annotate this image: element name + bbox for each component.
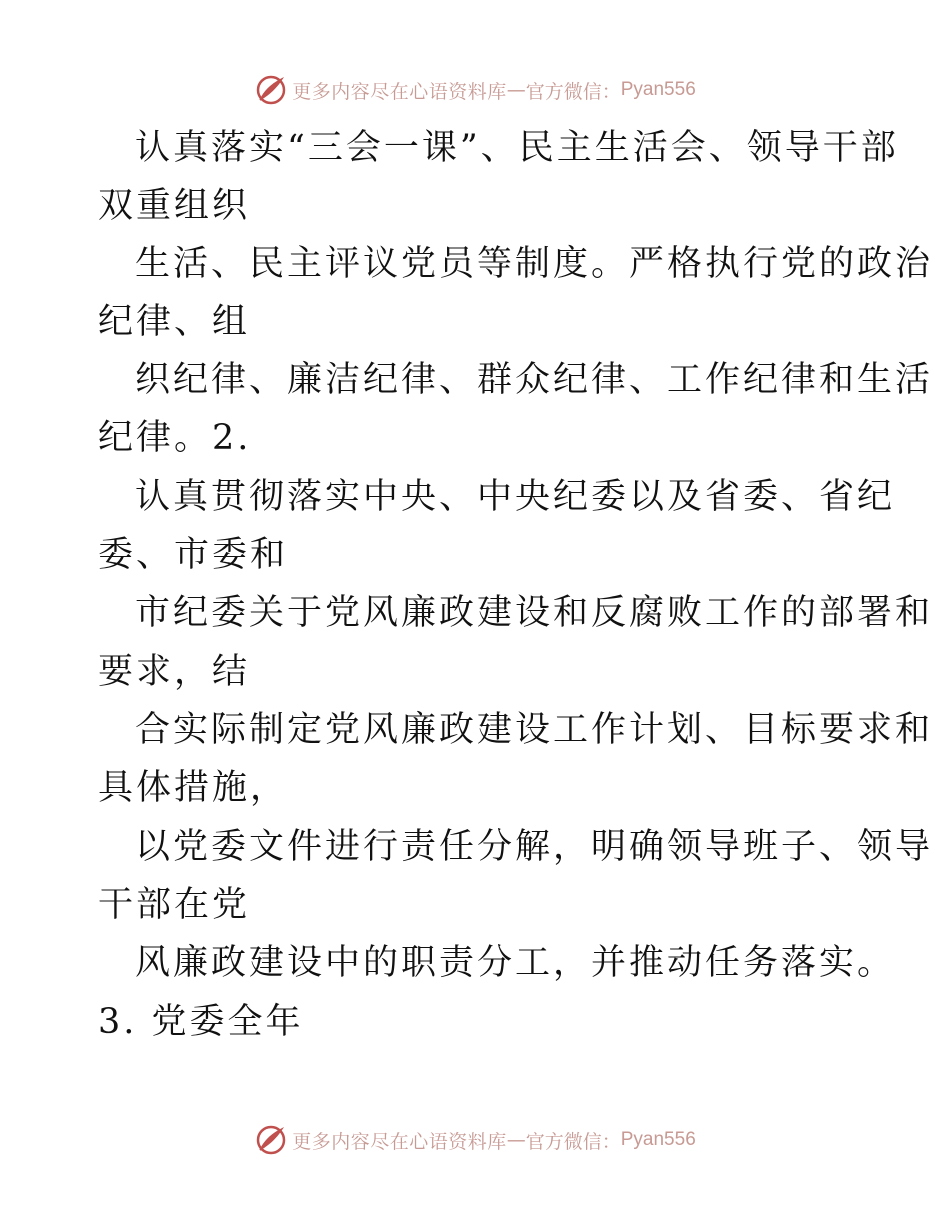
banner-wechat-label: 官方微信： [525, 1130, 621, 1153]
banner-wechat-label: 官方微信： [525, 80, 621, 103]
text-line: 以党委文件进行责任分解，明确领导班子、领导 [135, 827, 934, 867]
banner-wechat-id: Pyan556 [620, 1129, 696, 1150]
text-line: 织纪律、廉洁纪律、群众纪律、工作纪律和生活 [135, 360, 934, 400]
text-line: 认真贯彻落实中央、中央纪委以及省委、省纪 [135, 477, 896, 517]
banner-separator: — [506, 79, 526, 101]
text-line: 要求，结 [98, 652, 251, 692]
text-line: 认真落实“三会一课”、民主生活会、领导干部 [135, 128, 899, 168]
text-line: 纪律、组 [98, 302, 251, 342]
quill-logo-icon [254, 73, 288, 107]
banner-wechat-id: Pyan556 [620, 79, 696, 100]
text-line: 干部在党 [98, 885, 251, 925]
text-line: 生活、民主评议党员等制度。严格执行党的政治 [135, 244, 934, 284]
footer-banner [0, 1120, 950, 1160]
text-line: 合实际制定党风廉政建设工作计划、目标要求和 [135, 710, 934, 750]
banner-separator: — [506, 1129, 526, 1151]
text-line: 双重组织 [98, 186, 251, 226]
header-banner [0, 70, 950, 110]
banner-main-text: 更多内容尽在心语资料库 [292, 80, 507, 103]
text-line: 纪律。2. [98, 418, 252, 458]
text-line: 具体措施， [98, 768, 289, 808]
banner-main-text: 更多内容尽在心语资料库 [292, 1130, 507, 1153]
text-line: 风廉政建设中的职责分工，并推动任务落实。 [135, 943, 896, 983]
quill-logo-icon [254, 1123, 288, 1157]
text-line: 市纪委关于党风廉政建设和反腐败工作的部署和 [135, 593, 934, 633]
text-line: 委、市委和 [98, 535, 289, 575]
text-line: 3. 党委全年 [98, 1002, 304, 1042]
